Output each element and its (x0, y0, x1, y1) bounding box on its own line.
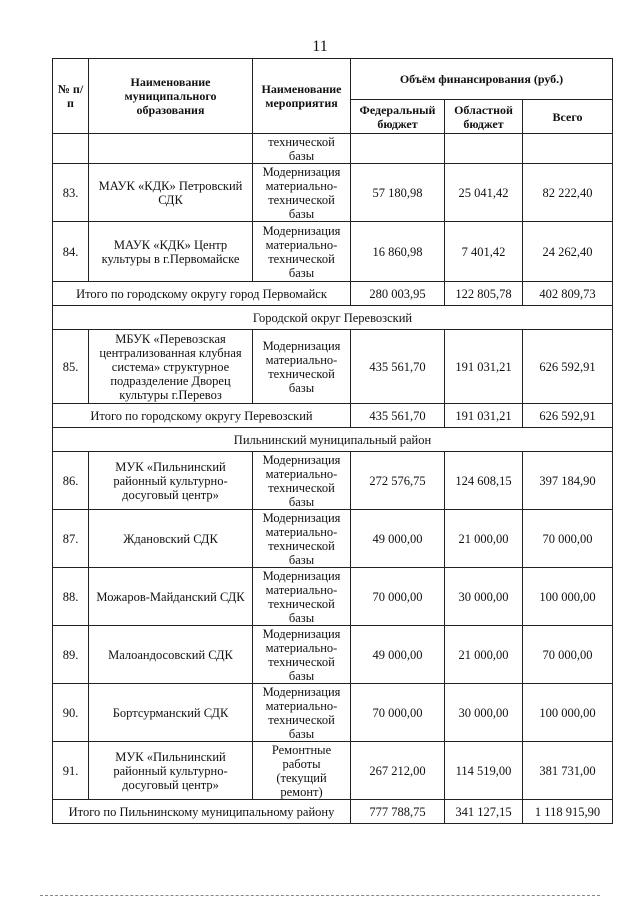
regional-cell: 114 519,00 (445, 742, 523, 800)
grand-total: 626 592,91 (523, 404, 613, 428)
municipality-cell: МАУК «КДК» Центр культуры в г.Первомайске (89, 222, 253, 282)
federal-cell: 435 561,70 (351, 330, 445, 404)
total-cell: 70 000,00 (523, 510, 613, 568)
page-number: 11 (312, 38, 328, 55)
regional-total: 122 805,78 (445, 282, 523, 306)
federal-total: 280 003,95 (351, 282, 445, 306)
total-cell: 100 000,00 (523, 568, 613, 626)
federal-cell: 49 000,00 (351, 510, 445, 568)
funding-table (52, 58, 613, 824)
section-title: Пильнинский муниципальный район (53, 428, 613, 452)
total-cell: 381 731,00 (523, 742, 613, 800)
total-label: Итого по городскому округу город Первомайск (53, 282, 351, 306)
event-cell: Модернизация материально-технической базы (253, 510, 351, 568)
municipality-cell: МАУК «КДК» Петровский СДК (89, 164, 253, 222)
section-row-pilna (53, 428, 613, 452)
municipality-cell: Малоандосовский СДК (89, 626, 253, 684)
row-number: 89. (53, 626, 89, 684)
row-number: 86. (53, 452, 89, 510)
col-header-federal: Федеральный бюджет (351, 100, 445, 134)
event-cell: Модернизация материально-технической базы (253, 164, 351, 222)
row-number: 91. (53, 742, 89, 800)
total-label: Итого по Пильнинскому муниципальному району (53, 800, 351, 824)
regional-cell: 30 000,00 (445, 568, 523, 626)
event-cell: Модернизация материально-технической базы (253, 452, 351, 510)
total-cell: 70 000,00 (523, 626, 613, 684)
municipality-cell: Можаров-Майданский СДК (89, 568, 253, 626)
total-row-pilna (53, 800, 613, 824)
federal-cell: 49 000,00 (351, 626, 445, 684)
municipality-cell: Бортсурманский СДК (89, 684, 253, 742)
regional-cell: 30 000,00 (445, 684, 523, 742)
federal-cell: 57 180,98 (351, 164, 445, 222)
section-row-perevoz (53, 306, 613, 330)
regional-total: 341 127,15 (445, 800, 523, 824)
event-cell: Модернизация материально-технической базы (253, 222, 351, 282)
municipality-cell: МБУК «Перевозская централизованная клубная система» структурное подразделение Дворец культуры г.Перевоз (89, 330, 253, 404)
section-title: Городской округ Перевозский (53, 306, 613, 330)
total-cell: 100 000,00 (523, 684, 613, 742)
table-row-continuation (53, 134, 613, 164)
event-cell: Модернизация материально-технической базы (253, 568, 351, 626)
col-header-municipality: Наименование муниципального образования (89, 59, 253, 134)
table-row (53, 330, 613, 404)
regional-cell: 21 000,00 (445, 510, 523, 568)
total-row-pervomaysk (53, 282, 613, 306)
municipality-cell: МУК «Пильнинский районный культурно-досуговый центр» (89, 452, 253, 510)
grand-total: 402 809,73 (523, 282, 613, 306)
row-number: 87. (53, 510, 89, 568)
federal-cell: 70 000,00 (351, 568, 445, 626)
federal-cell: 16 860,98 (351, 222, 445, 282)
municipality-cell: МУК «Пильнинский районный культурно-досуговый центр» (89, 742, 253, 800)
row-number: 83. (53, 164, 89, 222)
table-row (53, 626, 613, 684)
regional-cell: 191 031,21 (445, 330, 523, 404)
event-cell: технической базы (253, 134, 351, 164)
regional-cell: 25 041,42 (445, 164, 523, 222)
event-cell: Модернизация материально-технической базы (253, 626, 351, 684)
federal-total: 435 561,70 (351, 404, 445, 428)
federal-total: 777 788,75 (351, 800, 445, 824)
federal-cell: 272 576,75 (351, 452, 445, 510)
federal-cell: 70 000,00 (351, 684, 445, 742)
row-number: 88. (53, 568, 89, 626)
col-header-num: № п/п (53, 59, 89, 134)
scan-edge-divider (40, 895, 600, 896)
table-row (53, 452, 613, 510)
federal-cell: 267 212,00 (351, 742, 445, 800)
table-row (53, 568, 613, 626)
table-row (53, 222, 613, 282)
col-header-total: Всего (523, 100, 613, 134)
row-number: 90. (53, 684, 89, 742)
regional-cell: 7 401,42 (445, 222, 523, 282)
event-cell: Модернизация материально-технической базы (253, 684, 351, 742)
regional-cell: 21 000,00 (445, 626, 523, 684)
municipality-cell: Ждановский СДК (89, 510, 253, 568)
total-cell: 397 184,90 (523, 452, 613, 510)
regional-cell: 124 608,15 (445, 452, 523, 510)
grand-total: 1 118 915,90 (523, 800, 613, 824)
row-number: 85. (53, 330, 89, 404)
total-label: Итого по городскому округу Перевозский (53, 404, 351, 428)
table-row (53, 510, 613, 568)
event-cell: Модернизация материально-технической базы (253, 330, 351, 404)
total-cell: 82 222,40 (523, 164, 613, 222)
col-header-event: Наименование мероприятия (253, 59, 351, 134)
row-number: 84. (53, 222, 89, 282)
col-header-regional: Областной бюджет (445, 100, 523, 134)
table-row (53, 684, 613, 742)
total-cell: 626 592,91 (523, 330, 613, 404)
table-row (53, 742, 613, 800)
total-cell: 24 262,40 (523, 222, 613, 282)
total-row-perevoz (53, 404, 613, 428)
col-header-funding: Объём финансирования (руб.) (351, 59, 613, 100)
table-row (53, 164, 613, 222)
event-cell: Ремонтные работы (текущий ремонт) (253, 742, 351, 800)
regional-total: 191 031,21 (445, 404, 523, 428)
